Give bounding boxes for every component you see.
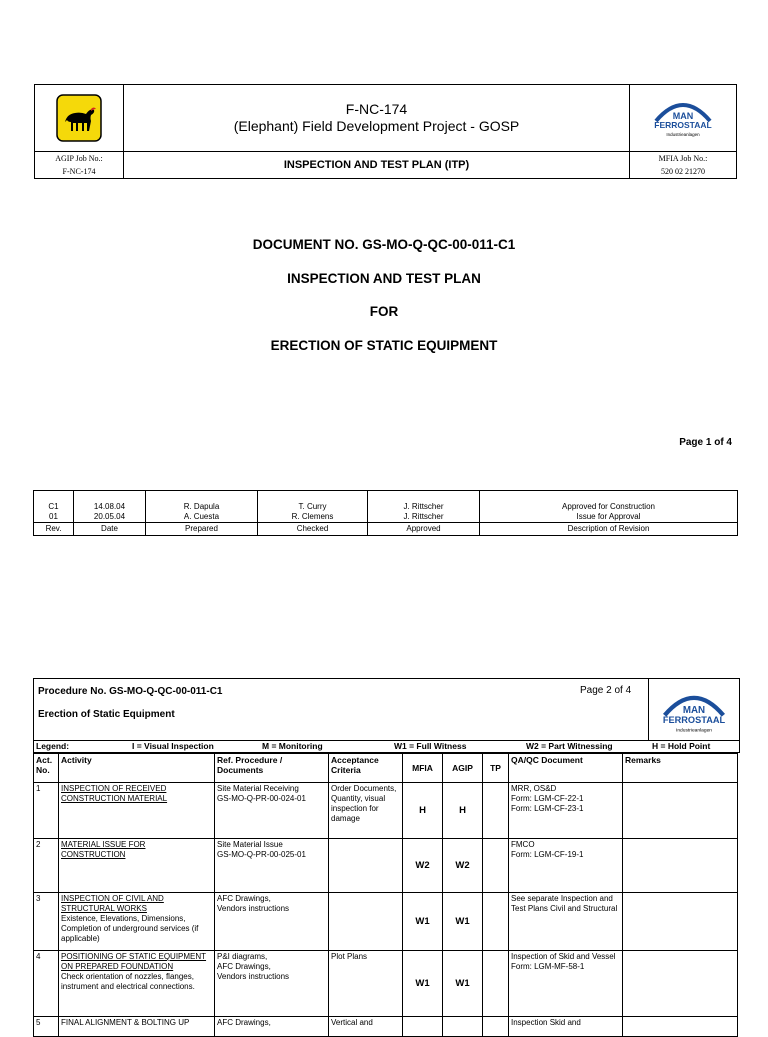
acceptance-cell: Order Documents, Quantity, visual inspection for damage (329, 783, 403, 839)
acceptance-cell (329, 893, 403, 951)
page2-header (33, 678, 740, 741)
project-title-cell (124, 85, 630, 152)
approved-label: Approved (368, 523, 480, 536)
act-no: 1 (34, 783, 59, 839)
acceptance-cell: Vertical and (329, 1017, 403, 1037)
eni-logo-icon (56, 94, 102, 142)
cover-title-line2: INSPECTION AND TEST PLAN (287, 271, 481, 286)
header-remarks: Remarks (623, 754, 738, 783)
itp-table (33, 753, 738, 1037)
mfia-mark: H (403, 783, 443, 839)
checked-label: Checked (258, 523, 368, 536)
activity-cell (59, 839, 215, 893)
industrieanlagen-logo-text: Industrieanlagen (675, 728, 713, 734)
tp-mark (483, 783, 509, 839)
table-row (34, 951, 738, 1017)
ref-cell: P&I diagrams, AFC Drawings, Vendors instructions (215, 951, 329, 1017)
agip-mark: W2 (443, 839, 483, 893)
header-mfia: MFIA (403, 754, 443, 783)
remarks-cell (623, 893, 738, 951)
legend-part-witnessing: W2 = Part Witnessing (526, 741, 613, 751)
rev-date-cell: 14.08.04 (74, 502, 146, 512)
mfia-mark: W1 (403, 951, 443, 1017)
man-logo-text: MAN (682, 705, 706, 717)
activity-title: FINAL ALIGNMENT & BOLTING UP (61, 1018, 190, 1027)
itp-title: INSPECTION AND TEST PLAN (ITP) (124, 152, 630, 179)
man-logo-text: MAN (672, 111, 694, 121)
agip-mark: H (443, 783, 483, 839)
legend-label: Legend: (36, 741, 70, 751)
rev-approved-cell: J. Rittscher (368, 502, 480, 512)
header-ref: Ref. Procedure / Documents (215, 754, 329, 783)
rev-label: Rev. (34, 523, 74, 536)
mfia-mark (403, 1017, 443, 1037)
activity-cell (59, 783, 215, 839)
acceptance-cell: Plot Plans (329, 951, 403, 1017)
ref-cell: Site Material Issue GS-MO-Q-PR-00-025-01 (215, 839, 329, 893)
date-label: Date (74, 523, 146, 536)
agip-job-cell (35, 152, 124, 179)
tp-mark (483, 893, 509, 951)
man-ferrostaal-logo-icon (658, 687, 730, 737)
tp-mark (483, 1017, 509, 1037)
procedure-number: Procedure No. GS-MO-Q-QC-00-011-C1 (38, 686, 223, 697)
page-number-2: Page 2 of 4 (580, 685, 632, 696)
rev-prepared-cell: A. Cuesta (146, 512, 258, 523)
qaqc-cell: Inspection Skid and (509, 1017, 623, 1037)
project-title: (Elephant) Field Development Project - GOSP (233, 118, 520, 134)
legend-visual-inspection: I = Visual Inspection (132, 741, 214, 751)
revision-row-empty (34, 491, 738, 503)
man-logo-cell (630, 85, 737, 152)
table-row (34, 893, 738, 951)
itp-header-row (34, 754, 738, 783)
mfia-job-cell (630, 152, 737, 179)
rev-date-cell: 20.05.04 (74, 512, 146, 523)
legend-hold-point: H = Hold Point (652, 741, 711, 751)
agip-job-no: F-NC-174 (62, 167, 96, 176)
header-tp: TP (483, 754, 509, 783)
remarks-cell (623, 1017, 738, 1037)
qaqc-cell: FMCO Form: LGM-CF-19-1 (509, 839, 623, 893)
table-row (34, 839, 738, 893)
qaqc-cell: MRR, OS&D Form: LGM-CF-22-1 Form: LGM-CF-23-1 (509, 783, 623, 839)
header-act-no: Act. No. (34, 754, 59, 783)
mfia-job-no: 520 02 21270 (661, 167, 705, 176)
header-agip: AGIP (443, 754, 483, 783)
ferrostaal-logo-text: FERROSTAAL (654, 120, 712, 130)
legend-full-witness: W1 = Full Witness (394, 741, 467, 751)
activity-description: Check orientation of nozzles, flanges, instrument and electrical connections. (61, 972, 195, 991)
revision-row (34, 512, 738, 523)
legend-bar (33, 740, 740, 753)
header-qaqc: QA/QC Document (509, 754, 623, 783)
mfia-job-label: MFIA Job No.: (658, 154, 708, 163)
table-row (34, 1017, 738, 1037)
legend-monitoring: M = Monitoring (262, 741, 323, 751)
activity-title: INSPECTION OF RECEIVED CONSTRUCTION MATERIAL (61, 784, 168, 803)
revision-row (34, 502, 738, 512)
rev-prepared-cell: R. Dapula (146, 502, 258, 512)
agip-job-label: AGIP Job No.: (55, 154, 103, 163)
rev-cell: C1 (34, 502, 74, 512)
activity-cell (59, 951, 215, 1017)
act-no: 5 (34, 1017, 59, 1037)
tp-mark (483, 839, 509, 893)
ref-cell: Site Material Receiving GS-MO-Q-PR-00-024-01 (215, 783, 329, 839)
rev-checked-cell: T. Curry (258, 502, 368, 512)
rev-cell: 01 (34, 512, 74, 523)
qaqc-cell: Inspection of Skid and Vessel Form: LGM-MF-58-1 (509, 951, 623, 1017)
man-ferrostaal-logo-icon (652, 95, 714, 141)
activity-title: POSITIONING OF STATIC EQUIPMENT ON PREPARED FOUNDATION (61, 952, 207, 971)
cover-title-line4: ERECTION OF STATIC EQUIPMENT (270, 338, 498, 353)
eni-logo-cell (35, 85, 124, 152)
ferrostaal-logo-text: FERROSTAAL (662, 714, 726, 725)
document-number: DOCUMENT NO. GS-MO-Q-QC-00-011-C1 (252, 237, 516, 252)
activity-cell (59, 893, 215, 951)
agip-mark: W1 (443, 951, 483, 1017)
rev-description-cell: Issue for Approval (480, 512, 738, 523)
activity-cell (59, 1017, 215, 1037)
divider (648, 679, 649, 741)
rev-approved-cell: J. Rittscher (368, 512, 480, 523)
ref-cell: AFC Drawings, (215, 1017, 329, 1037)
activity-title: MATERIAL ISSUE FOR CONSTRUCTION (61, 840, 146, 859)
act-no: 4 (34, 951, 59, 1017)
agip-mark: W1 (443, 893, 483, 951)
project-code: F-NC-174 (345, 101, 408, 117)
act-no: 3 (34, 893, 59, 951)
tp-mark (483, 951, 509, 1017)
qaqc-cell: See separate Inspection and Test Plans Civil and Structural (509, 893, 623, 951)
rev-description-cell: Approved for Construction (480, 502, 738, 512)
industrieanlagen-logo-text: Industrieanlagen (666, 132, 700, 137)
activity-description: Existence, Elevations, Dimensions, Completion of underground services (if applicable) (61, 914, 199, 943)
rev-checked-cell: R. Clemens (258, 512, 368, 523)
agip-mark (443, 1017, 483, 1037)
page-number-1: Page 1 of 4 (679, 437, 732, 448)
cover-title-line3: FOR (369, 304, 399, 319)
mfia-mark: W2 (403, 839, 443, 893)
document-header (34, 84, 737, 179)
remarks-cell (623, 839, 738, 893)
description-label: Description of Revision (480, 523, 738, 536)
ref-cell: AFC Drawings, Vendors instructions (215, 893, 329, 951)
remarks-cell (623, 951, 738, 1017)
header-acceptance: Acceptance Criteria (329, 754, 403, 783)
mfia-mark: W1 (403, 893, 443, 951)
header-activity: Activity (59, 754, 215, 783)
table-row (34, 783, 738, 839)
revision-label-row (34, 523, 738, 536)
procedure-subject: Erection of Static Equipment (38, 709, 175, 720)
prepared-label: Prepared (146, 523, 258, 536)
revision-table (33, 490, 738, 536)
remarks-cell (623, 783, 738, 839)
act-no: 2 (34, 839, 59, 893)
acceptance-cell (329, 839, 403, 893)
activity-title: INSPECTION OF CIVIL AND STRUCTURAL WORKS (61, 894, 164, 913)
